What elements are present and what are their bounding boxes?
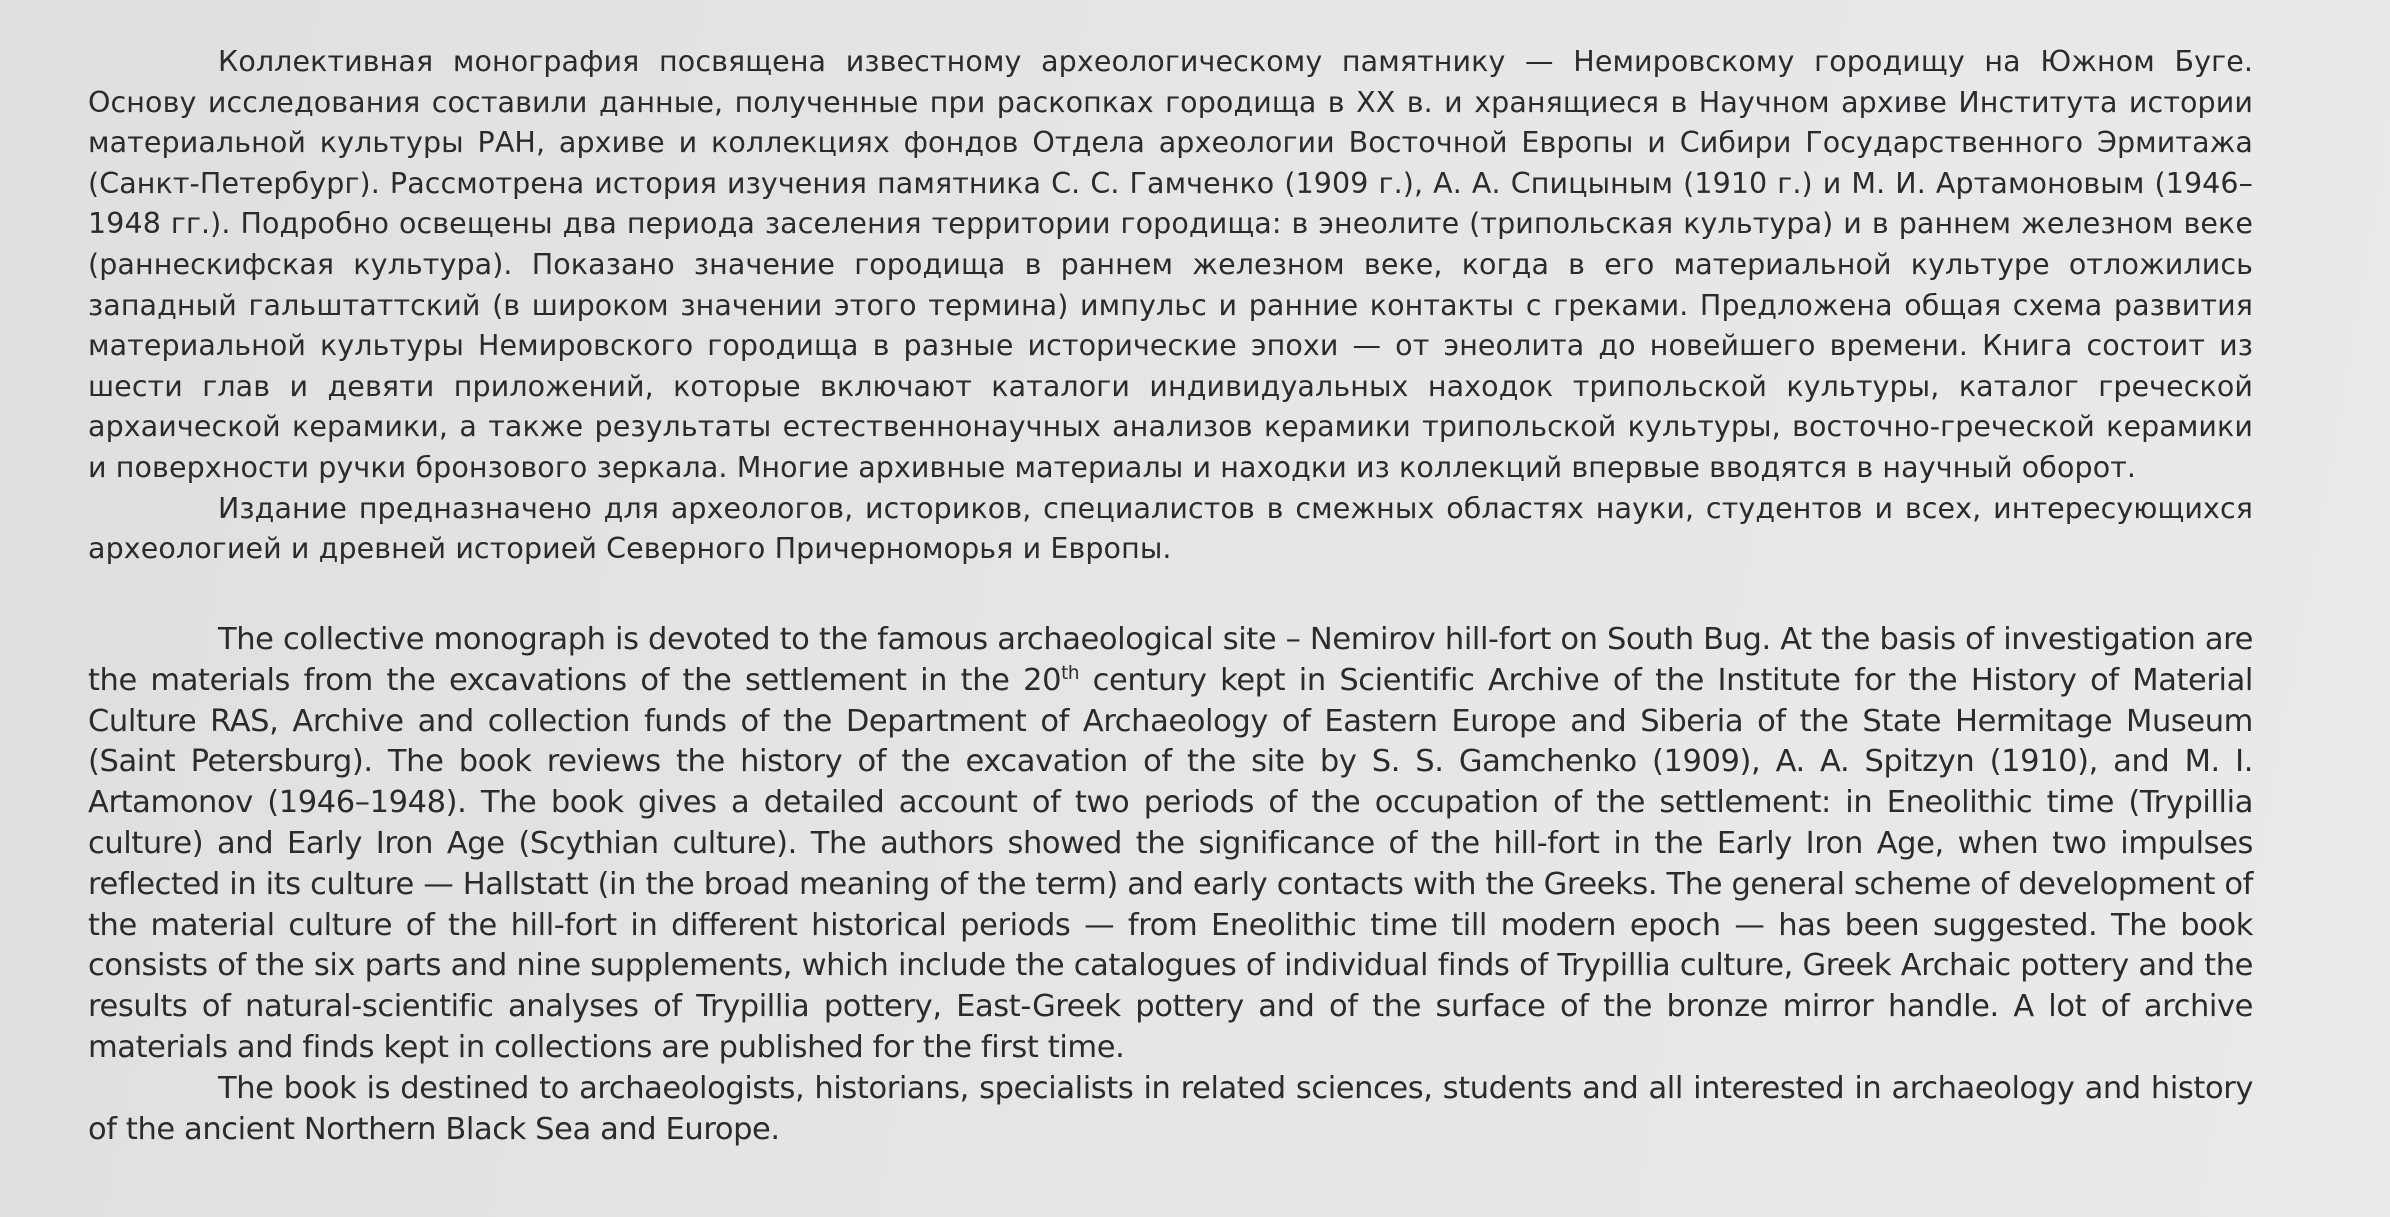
english-abstract: [88, 620, 2253, 1150]
ordinal-superscript: th: [1061, 662, 1080, 684]
russian-abstract-paragraph-1: Коллективная монография посвящена известному археологическому памятнику — Немировскому городищу на Южном Буге. Основу исследования составили данные, полученные при раскопках городища в XX в. и хранящиеся в Научном архиве Института истории материальной культуры РАН, архиве и коллекциях фондов Отдела археологии Восточной Европы и Сибири Государственного Эрмитажа (Санкт-Петербург). Рассмотрена история изучения памятника С. С. Гамченко (1909 г.), А. А. Спицыным (1910 г.) и М. И. Артамоновым (1946–1948 гг.). Подробно освещены два периода заселения территории городища: в энеолите (трипольская культура) и в раннем железном веке (раннескифская культура). Показано значение городища в раннем железном веке, когда в его материальной культуре отложились западный гальштаттский (в широком значении этого термина) импульс и ранние контакты с греками. Предложена общая схема развития материальной культуры Немировского городища в разные исторические эпохи — от энеолита до новейшего времени. Книга состоит из шести глав и девяти приложений, которые включают каталоги индивидуальных находок трипольской культуры, каталог греческой архаической керамики, а также результаты естественнонаучных анализов керамики трипольской культуры, восточно-греческой керамики и поверхности ручки бронзового зеркала. Многие архивные материалы и находки из коллекций впервые вводятся в научный оборот.: [88, 45, 2253, 484]
russian-abstract: [88, 42, 2253, 570]
english-abstract-paragraph-1: [88, 620, 2253, 1069]
english-abstract-text-part-1: The collective monograph is devoted to the famous archaeological site – Nemirov hill-fort on South Bug. At the basis of investigation are the materials from the excavations of the settlement in the 20: [88, 622, 2253, 698]
english-abstract-paragraph-2: The book is destined to archaeologists, historians, specialists in related sciences, students and all interested in archaeology and history of the ancient Northern Black Sea and Europe.: [88, 1070, 2253, 1147]
english-abstract-text-part-2: century kept in Scientific Archive of the Institute for the History of Material Culture RAS, Archive and collection funds of the Department of Archaeology of Eastern Europe and Siberia of the State Hermitage Museum (Saint Petersburg). The book reviews the history of the excavation of the site by S. S. Gamchenko (1909), A. A. Spitzyn (1910), and M. I. Artamonov (1946–1948). The book gives a detailed account of two periods of the occupation of the settlement: in Eneolithic time (Trypillia culture) and Early Iron Age (Scythian culture). The authors showed the significance of the hill-fort in the Early Iron Age, when two impulses reflected in its culture — Hallstatt (in the broad meaning of the term) and early contacts with the Greeks. The general scheme of development of the material culture of the hill-fort in different historical periods — from Eneolithic time till modern epoch — has been suggested. The book consists of the six parts and nine supplements, which include the catalogues of individual finds of Trypillia culture, Greek Archaic pottery and the results of natural-scientific analyses of Trypillia pottery, East-Greek pottery and of the surface of the bronze mirror handle. A lot of archive materials and finds kept in collections are published for the first time.: [88, 662, 2253, 1065]
russian-abstract-paragraph-2: Издание предназначено для археологов, историков, специалистов в смежных областях науки, студентов и всех, интересующихся археологией и древней историей Северного Причерноморья и Европы.: [88, 491, 2253, 566]
